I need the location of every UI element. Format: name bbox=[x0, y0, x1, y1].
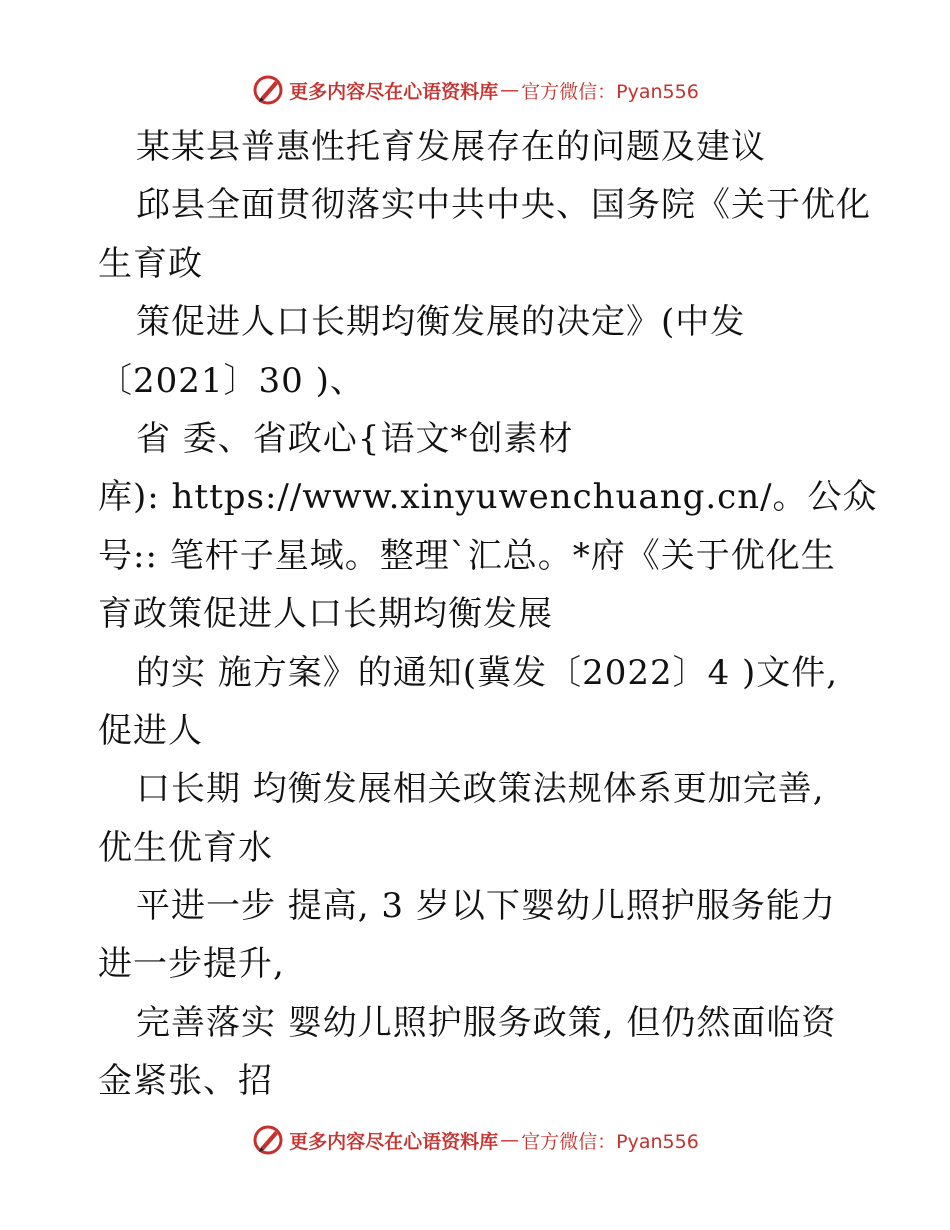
doc-line-16: 完善落实 婴幼儿照护服务政策, 但仍然面临资 bbox=[136, 1002, 837, 1043]
header-watermark bbox=[0, 70, 950, 110]
doc-line-13: 优生优育水 bbox=[98, 827, 273, 868]
doc-line-12: 口长期 均衡发展相关政策法规体系更加完善, bbox=[136, 769, 825, 810]
watermark-wechat-text: 官方微信：Pyan556 bbox=[521, 80, 699, 103]
pen-logo-icon bbox=[251, 1123, 285, 1157]
doc-line-15: 进一步提升, bbox=[98, 944, 285, 985]
doc-line-2: 邱县全面贯彻落实中共中央、国务院《关于优化 bbox=[136, 185, 871, 226]
doc-line-7: 库): https://www.xinyuwenchuang.cn/。公众 bbox=[98, 477, 878, 518]
watermark-main-text: 更多内容尽在心语资料库 bbox=[289, 80, 499, 103]
doc-line-5: 〔2021〕30 )、 bbox=[98, 360, 365, 401]
doc-line-3: 生育政 bbox=[98, 243, 203, 284]
pen-logo-icon bbox=[251, 73, 285, 107]
doc-line-9: 育政策促进人口长期均衡发展 bbox=[98, 594, 553, 635]
doc-line-8: 号:: 笔杆子星域。整理`汇总。*府《关于优化生 bbox=[98, 535, 836, 576]
doc-line-4: 策促进人口长期均衡发展的决定》(中发 bbox=[136, 302, 746, 343]
watermark-main-text: 更多内容尽在心语资料库 bbox=[289, 1130, 499, 1153]
footer-watermark bbox=[0, 1120, 950, 1160]
watermark-dash: — bbox=[500, 1129, 520, 1151]
doc-line-14: 平进一步 提高, 3 岁以下婴幼儿照护服务能力 bbox=[136, 886, 836, 927]
doc-line-17: 金紧张、招 bbox=[98, 1061, 273, 1102]
doc-line-6: 省 委、省政心{语文*创素材 bbox=[136, 418, 574, 459]
document-body bbox=[98, 118, 878, 1111]
doc-line-1: 某某县普惠性托育发展存在的问题及建议 bbox=[136, 127, 766, 167]
doc-line-10: 的实 施方案》的通知(冀发〔2022〕4 )文件, bbox=[136, 652, 839, 693]
doc-line-11: 促进人 bbox=[98, 710, 203, 751]
watermark-wechat-text: 官方微信：Pyan556 bbox=[521, 1130, 699, 1153]
watermark-dash: — bbox=[500, 79, 520, 101]
